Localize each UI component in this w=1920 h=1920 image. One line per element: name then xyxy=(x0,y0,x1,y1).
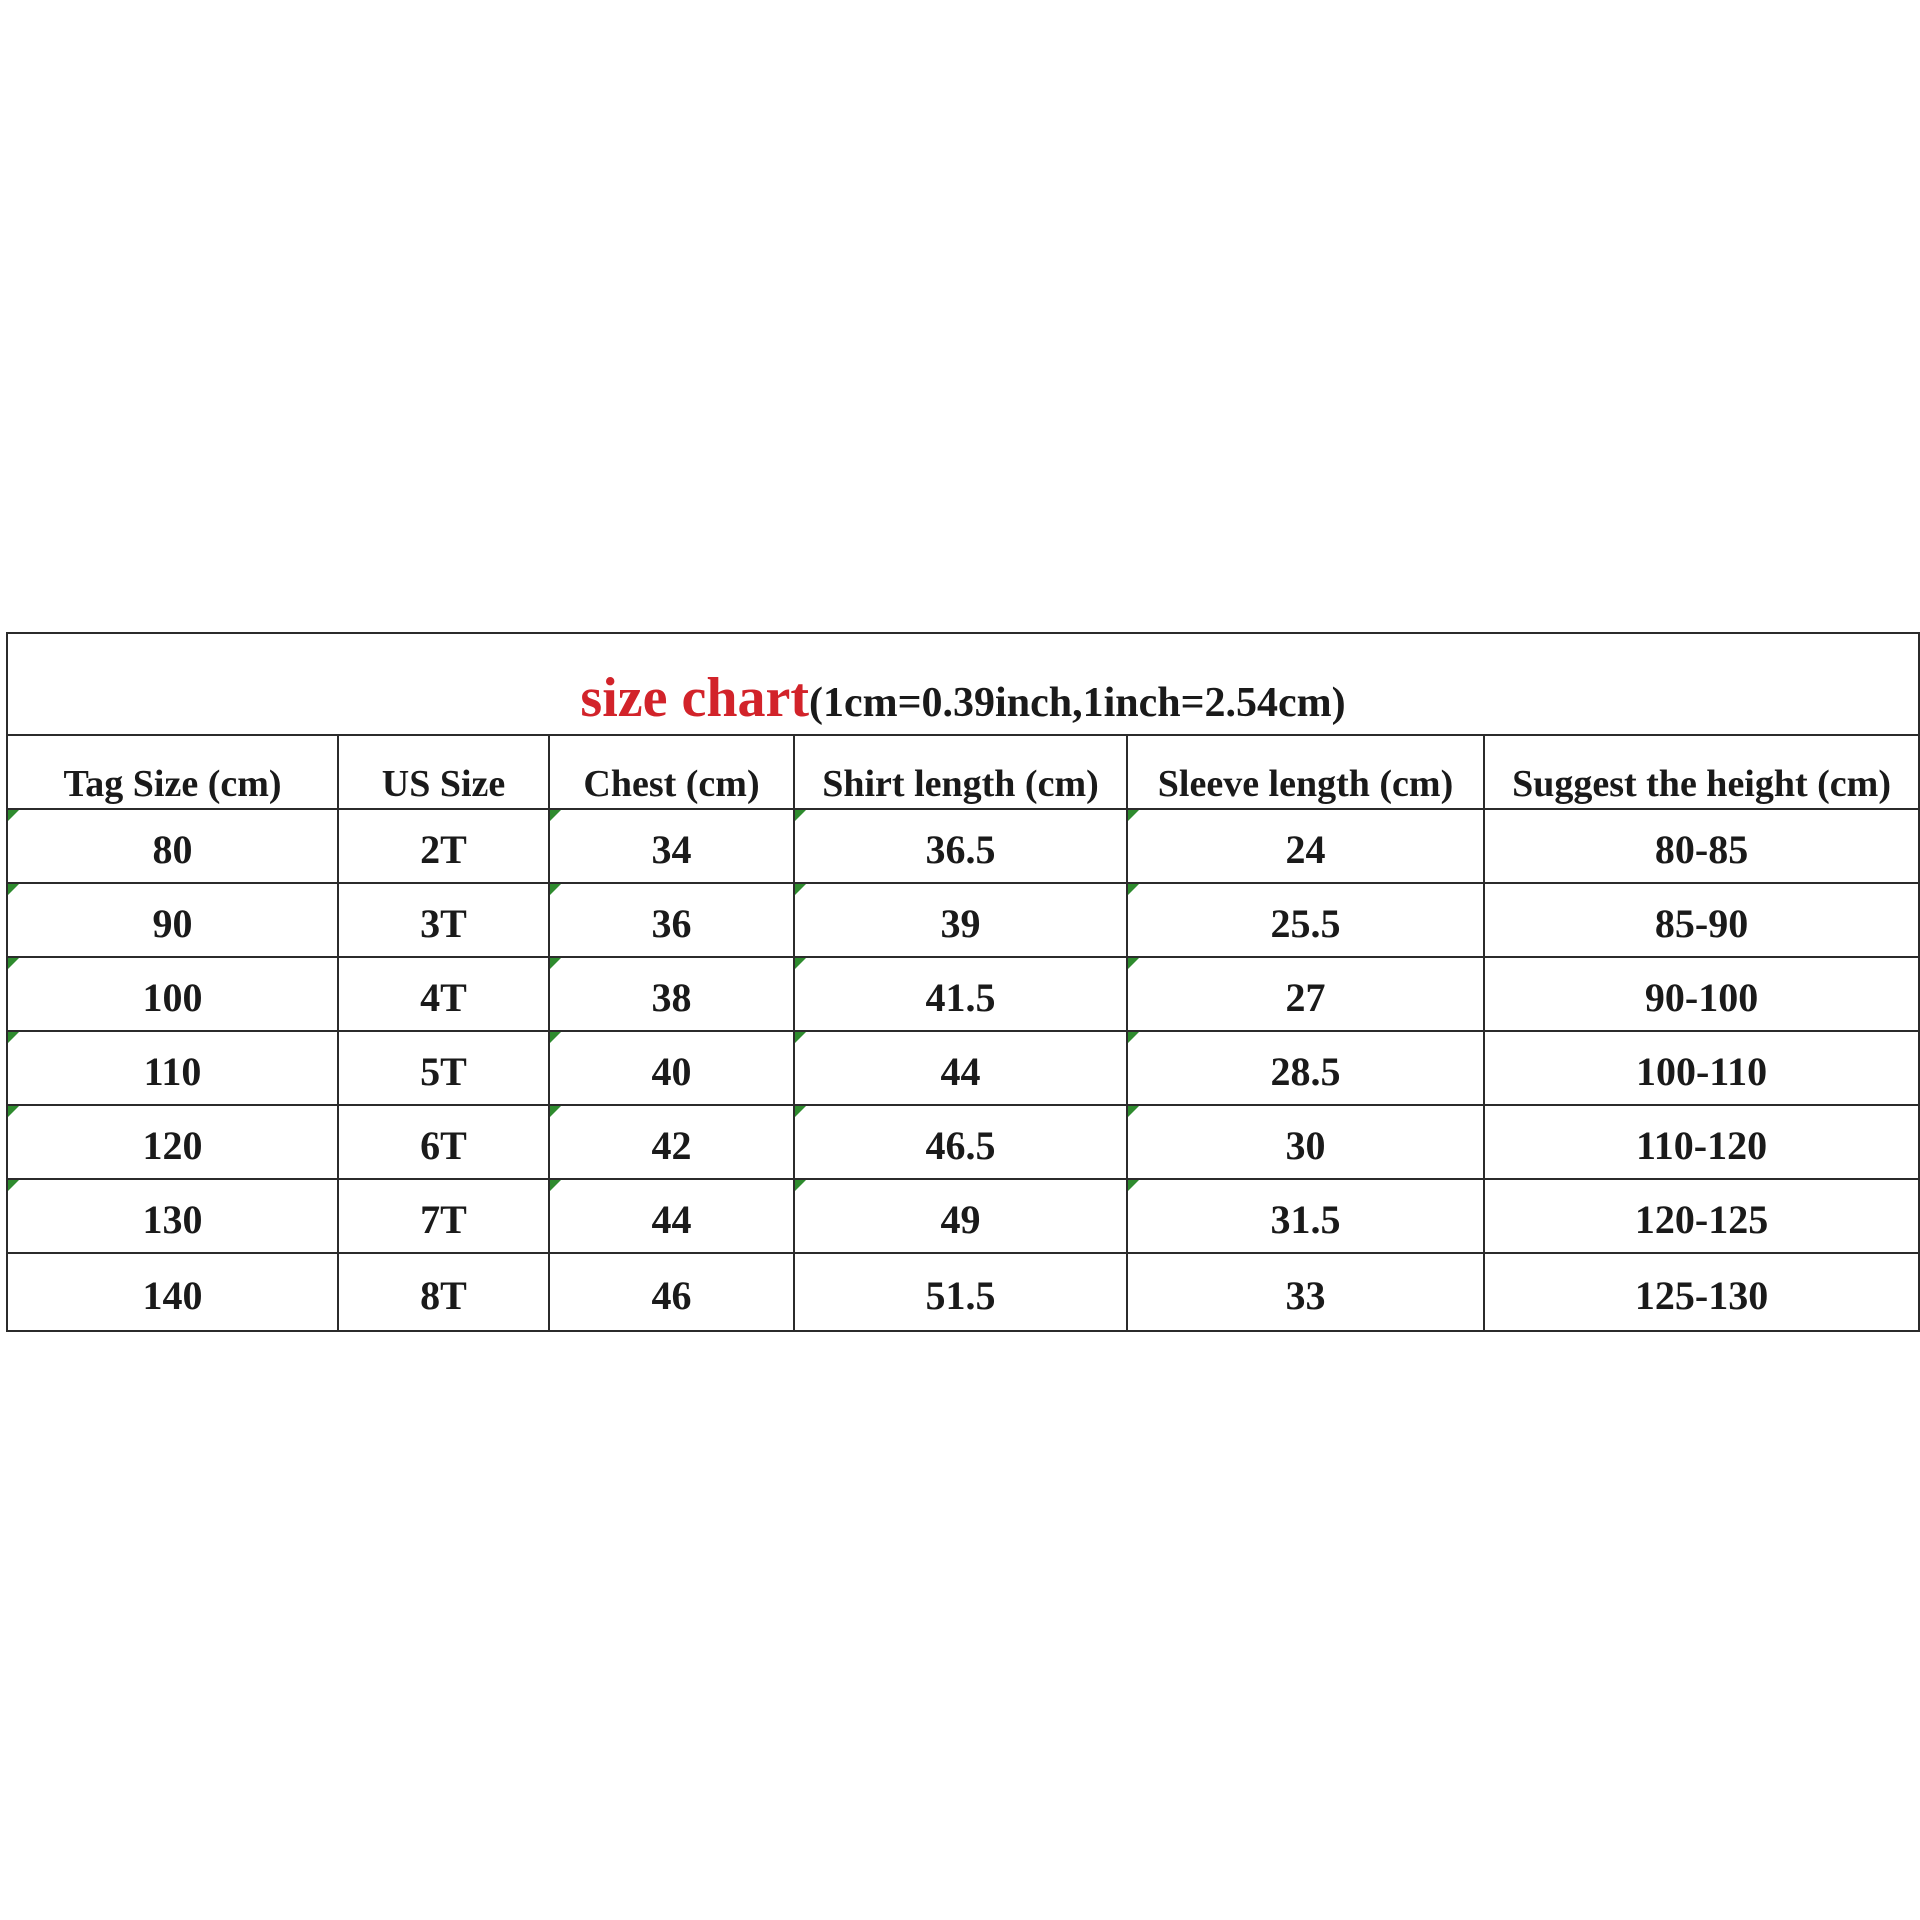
cell-tag-size xyxy=(7,1253,338,1331)
cell-value: 46.5 xyxy=(925,1122,996,1168)
column-header-chest: Chest (cm) xyxy=(549,735,794,809)
cell-sleeve-length xyxy=(1127,809,1484,883)
column-header-sleeve-length: Sleeve length (cm) xyxy=(1127,735,1484,809)
cell-shirt-length xyxy=(794,1179,1127,1253)
column-header-shirt-length: Shirt length (cm) xyxy=(794,735,1127,809)
cell-value: 6T xyxy=(420,1122,467,1168)
cell-marker-icon xyxy=(550,810,561,821)
cell-value: 41.5 xyxy=(925,974,996,1020)
table-row xyxy=(7,883,1919,957)
cell-suggested-height xyxy=(1484,809,1919,883)
cell-chest xyxy=(549,1253,794,1331)
cell-value: 27 xyxy=(1285,974,1326,1020)
cell-sleeve-length xyxy=(1127,1031,1484,1105)
cell-value: 3T xyxy=(420,900,467,946)
chart-title-main: size chart xyxy=(580,667,809,729)
cell-value: 100 xyxy=(142,974,203,1020)
cell-suggested-height xyxy=(1484,1031,1919,1105)
cell-value: 100-110 xyxy=(1635,1048,1768,1094)
table-row xyxy=(7,809,1919,883)
cell-marker-icon xyxy=(8,1180,19,1191)
cell-value: 44 xyxy=(940,1048,981,1094)
cell-chest xyxy=(549,957,794,1031)
cell-value: 5T xyxy=(420,1048,467,1094)
cell-value: 33 xyxy=(1285,1272,1326,1318)
cell-tag-size xyxy=(7,1105,338,1179)
cell-value: 7T xyxy=(420,1196,467,1242)
cell-sleeve-length xyxy=(1127,883,1484,957)
cell-marker-icon xyxy=(1128,958,1139,969)
cell-chest xyxy=(549,1031,794,1105)
cell-value: 125-130 xyxy=(1634,1272,1769,1318)
cell-us-size xyxy=(338,1031,549,1105)
cell-value: 130 xyxy=(142,1196,203,1242)
cell-value: 40 xyxy=(651,1048,692,1094)
cell-suggested-height xyxy=(1484,957,1919,1031)
cell-marker-icon xyxy=(795,884,806,895)
cell-marker-icon xyxy=(1128,1180,1139,1191)
cell-value: 8T xyxy=(420,1272,467,1318)
cell-shirt-length xyxy=(794,883,1127,957)
cell-marker-icon xyxy=(795,1106,806,1117)
cell-us-size xyxy=(338,957,549,1031)
cell-marker-icon xyxy=(550,1032,561,1043)
cell-us-size xyxy=(338,1179,549,1253)
cell-shirt-length xyxy=(794,957,1127,1031)
cell-value: 28.5 xyxy=(1270,1048,1341,1094)
cell-marker-icon xyxy=(8,1106,19,1117)
cell-sleeve-length xyxy=(1127,957,1484,1031)
cell-value: 80 xyxy=(152,826,193,872)
column-header-suggested-height: Suggest the height (cm) xyxy=(1484,735,1919,809)
cell-tag-size xyxy=(7,957,338,1031)
cell-chest xyxy=(549,1179,794,1253)
cell-value: 34 xyxy=(651,826,692,872)
cell-sleeve-length xyxy=(1127,1105,1484,1179)
cell-suggested-height xyxy=(1484,883,1919,957)
table-row xyxy=(7,1105,1919,1179)
title-row xyxy=(7,633,1919,735)
column-header-us-size: US Size xyxy=(338,735,549,809)
cell-value: 44 xyxy=(651,1196,692,1242)
cell-value: 36.5 xyxy=(925,826,996,872)
cell-suggested-height xyxy=(1484,1179,1919,1253)
size-chart-sheet xyxy=(6,632,1918,1332)
cell-suggested-height xyxy=(1484,1253,1919,1331)
table-row xyxy=(7,1179,1919,1253)
cell-value: 31.5 xyxy=(1270,1196,1341,1242)
cell-marker-icon xyxy=(8,958,19,969)
cell-value: 90-100 xyxy=(1644,974,1759,1020)
cell-value: 110-120 xyxy=(1635,1122,1768,1168)
cell-value: 51.5 xyxy=(925,1272,996,1318)
cell-value: 38 xyxy=(651,974,692,1020)
cell-chest xyxy=(549,1105,794,1179)
cell-marker-icon xyxy=(1128,810,1139,821)
cell-value: 46 xyxy=(651,1272,692,1318)
cell-value: 36 xyxy=(651,900,692,946)
chart-title xyxy=(8,666,1918,734)
cell-marker-icon xyxy=(1128,884,1139,895)
size-chart-table xyxy=(6,632,1920,1332)
cell-marker-icon xyxy=(550,958,561,969)
chart-title-conversion-note: (1cm=0.39inch,1inch=2.54cm) xyxy=(809,680,1346,726)
cell-value: 80-85 xyxy=(1654,826,1749,872)
column-header-tag-size: Tag Size (cm) xyxy=(7,735,338,809)
cell-sleeve-length xyxy=(1127,1179,1484,1253)
cell-us-size xyxy=(338,883,549,957)
cell-value: 25.5 xyxy=(1270,900,1341,946)
cell-us-size xyxy=(338,1253,549,1331)
cell-value: 140 xyxy=(142,1272,203,1318)
cell-tag-size xyxy=(7,883,338,957)
cell-value: 39 xyxy=(940,900,981,946)
cell-us-size xyxy=(338,1105,549,1179)
cell-tag-size xyxy=(7,809,338,883)
cell-shirt-length xyxy=(794,1031,1127,1105)
cell-sleeve-length xyxy=(1127,1253,1484,1331)
cell-shirt-length xyxy=(794,1253,1127,1331)
table-row xyxy=(7,1253,1919,1331)
cell-marker-icon xyxy=(795,810,806,821)
cell-tag-size xyxy=(7,1031,338,1105)
cell-value: 30 xyxy=(1285,1122,1326,1168)
cell-marker-icon xyxy=(550,1180,561,1191)
cell-value: 110 xyxy=(143,1048,202,1094)
cell-chest xyxy=(549,809,794,883)
cell-chest xyxy=(549,883,794,957)
cell-value: 120-125 xyxy=(1634,1196,1769,1242)
title-cell xyxy=(7,633,1919,735)
cell-value: 85-90 xyxy=(1654,900,1749,946)
cell-value: 2T xyxy=(420,826,467,872)
cell-marker-icon xyxy=(795,1032,806,1043)
table-row xyxy=(7,957,1919,1031)
cell-marker-icon xyxy=(550,1106,561,1117)
cell-marker-icon xyxy=(8,1032,19,1043)
cell-marker-icon xyxy=(550,884,561,895)
cell-marker-icon xyxy=(1128,1106,1139,1117)
cell-value: 4T xyxy=(420,974,467,1020)
cell-value: 49 xyxy=(940,1196,981,1242)
cell-value: 24 xyxy=(1285,826,1326,872)
cell-marker-icon xyxy=(1128,1032,1139,1043)
cell-marker-icon xyxy=(795,958,806,969)
cell-marker-icon xyxy=(8,810,19,821)
cell-suggested-height xyxy=(1484,1105,1919,1179)
cell-shirt-length xyxy=(794,1105,1127,1179)
cell-marker-icon xyxy=(795,1180,806,1191)
cell-shirt-length xyxy=(794,809,1127,883)
cell-value: 90 xyxy=(152,900,193,946)
cell-value: 120 xyxy=(142,1122,203,1168)
cell-us-size xyxy=(338,809,549,883)
header-row xyxy=(7,735,1919,809)
cell-marker-icon xyxy=(8,884,19,895)
table-row xyxy=(7,1031,1919,1105)
cell-value: 42 xyxy=(651,1122,692,1168)
cell-tag-size xyxy=(7,1179,338,1253)
